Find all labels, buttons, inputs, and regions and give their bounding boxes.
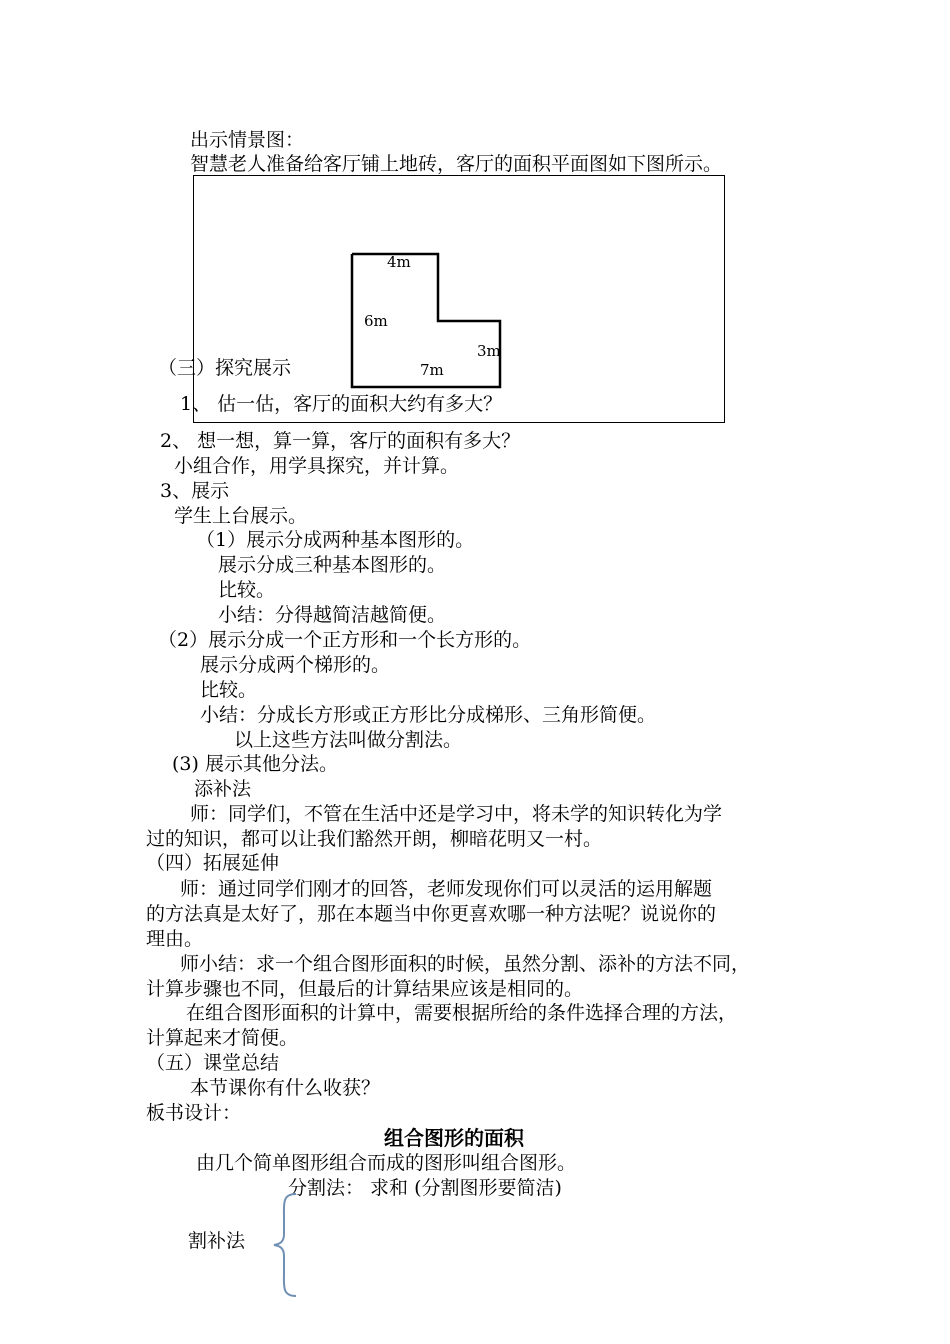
intro-label: 出示情景图： [190,129,305,151]
curly-brace-icon [266,1190,300,1300]
board-method-split: 分割法： 求和 (分割图形要简洁) [288,1177,562,1199]
show-1-a: 展示分成三种基本图形的。 [218,554,447,576]
dim-left: 6m [364,312,388,330]
teacher-summary-line2: 计算步骤也不同，但最后的计算结果应该是相同的。 [146,978,584,1000]
section5-question: 本节课你有什么收获？ [190,1077,381,1099]
board-label: 板书设计： [146,1102,242,1124]
board-definition: 由几个简单图形组合而成的图形叫组合图形。 [196,1152,577,1174]
board-title: 组合图形的面积 [384,1126,524,1150]
show-1-c: 小结：分得越简洁越简便。 [218,604,447,626]
question-3: 3、展示 [160,480,230,502]
teacher-remark-1-line2: 过的知识，都可以让我们豁然开朗，柳暗花明又一村。 [146,828,603,850]
question-1: 1、 估一估，客厅的面积大约有多大？ [180,393,503,415]
teacher-remark-1-line1: 师：同学们，不管在生活中还是学习中，将未学的知识转化为学 [190,803,723,825]
floorplan-figure [340,245,520,395]
show-1-b: 比较。 [218,579,276,601]
dim-right: 3m [477,342,501,360]
show-3: (3) 展示其他分法。 [172,753,338,775]
scene-text: 智慧老人准备给客厅铺上地砖，客厅的面积平面图如下图所示。 [190,153,723,175]
show-2-d: 以上这些方法叫做分割法。 [234,729,463,751]
question-2-note: 小组合作，用学具探究，并计算。 [174,455,460,477]
teacher-summary-line1: 师小结：求一个组合图形面积的时候，虽然分割、添补的方法不同， [180,953,751,975]
dim-bottom: 7m [420,361,444,379]
section4-heading: （四）拓展延伸 [146,852,280,874]
teacher-remark-2-line3: 理由。 [146,928,204,950]
show-2: （2）展示分成一个正方形和一个长方形的。 [158,629,532,651]
dim-top: 4m [387,253,411,271]
show-3-a: 添补法 [194,778,252,800]
teacher-remark-2-line2: 的方法真是太好了，那在本题当中你更喜欢哪一种方法呢？说说你的 [146,903,717,925]
question-3-note: 学生上台展示。 [174,505,308,527]
question-2: 2、 想一想，算一算，客厅的面积有多大？ [160,430,521,452]
teacher-remark-2-line1: 师：通过同学们刚才的回答，老师发现你们可以灵活的运用解题 [180,878,713,900]
show-2-a: 展示分成两个梯形的。 [200,654,391,676]
conclusion-line1: 在组合图形面积的计算中，需要根据所给的条件选择合理的方法， [186,1002,738,1024]
section3-heading: （三）探究展示 [158,357,292,379]
show-2-b: 比较。 [200,679,258,701]
show-1: （1）展示分成两种基本图形的。 [196,529,475,551]
show-2-c: 小结：分成长方形或正方形比分成梯形、三角形简便。 [200,704,657,726]
conclusion-line2: 计算起来才简便。 [146,1027,299,1049]
board-method-group: 割补法 [188,1230,246,1252]
section5-heading: （五）课堂总结 [146,1052,280,1074]
